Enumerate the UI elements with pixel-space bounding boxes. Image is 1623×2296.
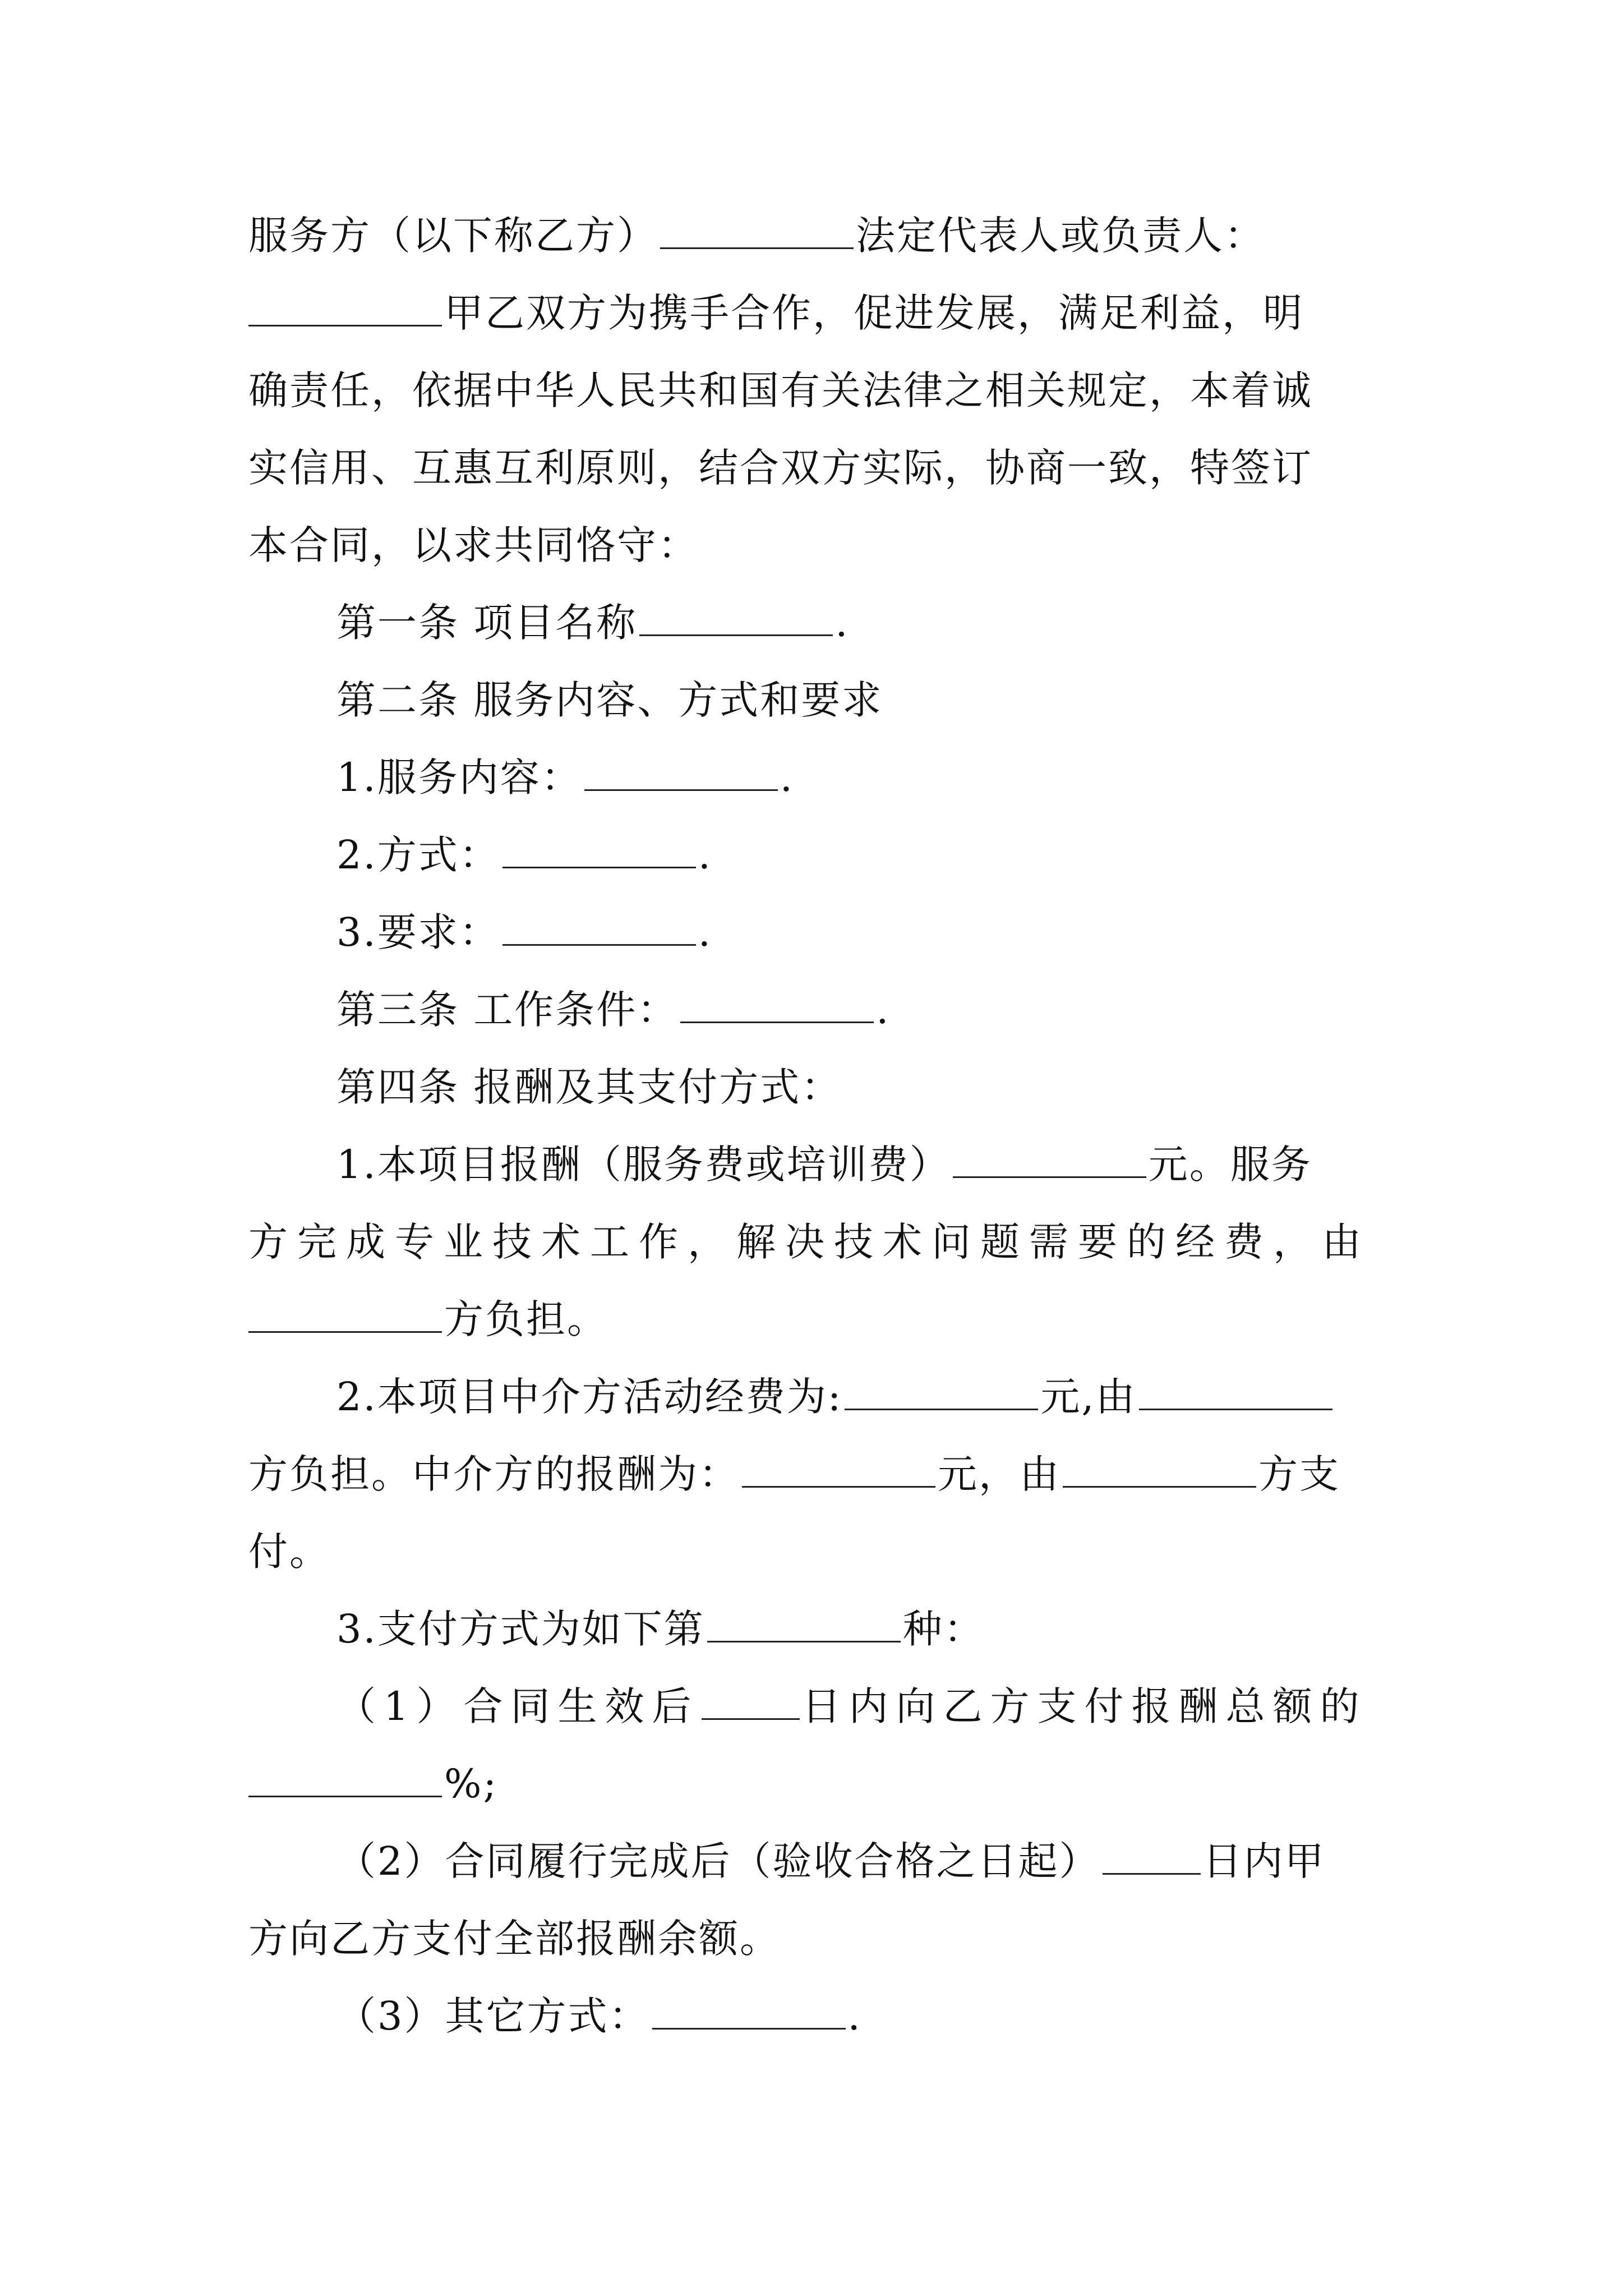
intermediary-fee-end <box>248 1524 330 1580</box>
payment-option-1-percent: %; <box>444 1761 499 1807</box>
requirements-period: . <box>698 909 713 955</box>
legal-rep-label: 法定代表人或负责人： <box>856 213 1265 259</box>
service-party-blank <box>660 208 854 249</box>
payment-option-1-text: 日内向乙方支付报酬总额的 <box>801 1683 1367 1729</box>
preamble-line <box>248 440 1313 496</box>
method-label: 2.方式： <box>336 832 500 878</box>
intermediary-fee-end-text: 付。 <box>248 1529 330 1575</box>
intermediary-fund-unit: 元,由 <box>1040 1374 1137 1420</box>
payment-option-1-line <box>336 1678 1367 1734</box>
remuneration-text: 方完成专业技术工作，解决技术问题需要的经费，由 <box>248 1219 1371 1265</box>
cost-bearer-text: 方负担。 <box>444 1296 608 1342</box>
method-line <box>336 827 712 883</box>
requirements-label: 3.要求： <box>336 909 500 955</box>
project-name-blank <box>639 595 833 636</box>
remuneration-unit: 元。服务 <box>1148 1142 1312 1188</box>
intermediary-fund-line <box>336 1369 1335 1425</box>
service-content-line <box>336 749 794 806</box>
payment-option-2-days-blank <box>1103 1834 1201 1875</box>
method-blank <box>502 827 696 868</box>
intermediary-fee-unit: 元，由 <box>938 1451 1061 1497</box>
payment-option-1-days-blank <box>702 1679 800 1720</box>
remuneration-amount-blank <box>953 1137 1146 1178</box>
remuneration-label: 1.本项目报酬（服务费或培训费） <box>336 1142 951 1188</box>
preamble-line <box>248 362 1313 418</box>
payment-option-2-continuation-text: 方向乙方支付全部报酬余额。 <box>248 1916 781 1962</box>
preamble-text: 实信用、互惠互利原则，结合双方实际，协商一致，特签订 <box>248 445 1313 491</box>
intermediary-fund-blank <box>845 1369 1038 1410</box>
article-3-label: 第三条 工作条件： <box>336 987 679 1033</box>
service-content-period: . <box>780 754 795 800</box>
working-conditions-blank <box>680 982 874 1023</box>
payment-option-3-period: . <box>847 1993 862 2039</box>
payment-method-line <box>336 1601 985 1657</box>
intermediary-fee-label: 方负担。中介方的报酬为： <box>248 1451 740 1497</box>
requirements-blank <box>502 905 696 946</box>
payment-option-2-continuation <box>248 1911 781 1967</box>
preamble-text: 甲乙双方为携手合作，促进发展，满足利益，明 <box>444 290 1304 336</box>
contract-line-service-party <box>248 208 1265 264</box>
legal-rep-blank <box>248 286 442 326</box>
article-1-label: 第一条 项目名称 <box>336 600 638 646</box>
payment-option-1-label: （1）合同生效后 <box>336 1683 699 1729</box>
payment-option-2-label: （2）合同履行完成后（验收合格之日起） <box>336 1838 1100 1884</box>
payment-option-2-line <box>336 1833 1326 1889</box>
service-content-blank <box>584 750 778 791</box>
preamble-text: 确责任，依据中华人民共和国有关法律之相关规定，本着诚 <box>248 367 1313 413</box>
preamble-line <box>248 517 699 573</box>
remuneration-line <box>336 1137 1312 1193</box>
cost-bearer-blank <box>248 1292 442 1333</box>
payment-option-3-blank <box>652 1989 846 2030</box>
payment-option-1-percent-line <box>248 1756 498 1812</box>
article-3-working-conditions <box>336 982 891 1038</box>
article-2-heading <box>336 672 883 728</box>
article-3-period: . <box>876 987 891 1033</box>
service-content-label: 1.服务内容： <box>336 754 582 800</box>
preamble-text: 本合同，以求共同恪守： <box>248 522 699 568</box>
payment-option-3-label: （3）其它方式： <box>336 1993 650 2039</box>
payment-option-2-text: 日内甲 <box>1202 1838 1326 1884</box>
intermediary-fee-payer-blank <box>1063 1447 1256 1488</box>
method-period: . <box>698 832 713 878</box>
cost-bearer-line <box>248 1291 608 1347</box>
payment-method-unit: 种： <box>902 1606 985 1652</box>
article-4-heading <box>336 1059 842 1115</box>
payment-option-3-line <box>336 1988 862 2044</box>
payment-method-label: 3.支付方式为如下第 <box>336 1606 705 1652</box>
remuneration-continuation <box>248 1214 1371 1270</box>
payment-method-blank <box>707 1602 901 1642</box>
intermediary-fund-bearer-blank <box>1139 1369 1332 1410</box>
article-1-period: . <box>835 600 850 646</box>
intermediary-fee-tail: 方支 <box>1258 1451 1340 1497</box>
contract-line-legal-rep <box>248 285 1304 341</box>
intermediary-fee-blank <box>742 1447 935 1488</box>
article-2-label: 第二条 服务内容、方式和要求 <box>336 677 883 723</box>
payment-option-1-percent-blank <box>248 1756 442 1797</box>
requirements-line <box>336 904 712 960</box>
intermediary-fee-line <box>248 1446 1340 1502</box>
intermediary-fund-label: 2.本项目中介方活动经费为: <box>336 1374 843 1420</box>
article-4-label: 第四条 报酬及其支付方式： <box>336 1064 842 1110</box>
article-1-project-name <box>336 595 850 651</box>
service-party-label: 服务方（以下称乙方） <box>248 213 658 259</box>
